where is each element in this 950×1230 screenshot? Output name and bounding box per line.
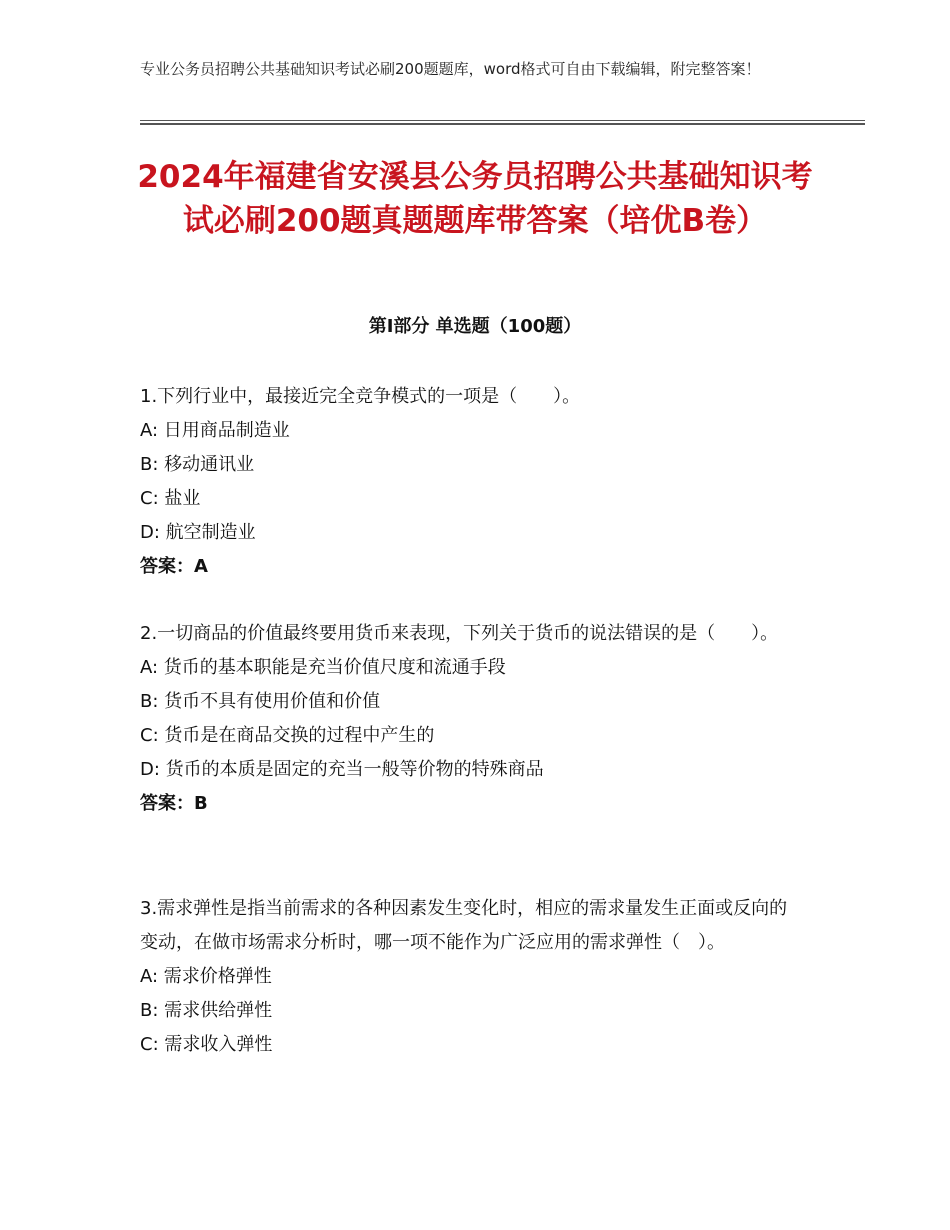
section-heading: 第I部分 单选题（100题）: [368, 316, 582, 337]
answer: 答案：B: [140, 793, 208, 814]
answer: 答案：A: [140, 556, 208, 577]
document-title: 2024年福建省安溪县公务员招聘公共基础知识考试必刷200题真题题库带答案（培优B卷）: [137, 159, 813, 239]
option-b: B: 移动通讯业: [140, 454, 255, 475]
question-3: [140, 892, 800, 1062]
header-note: 专业公务员招聘公共基础知识考试必刷200题题库，word格式可自由下载编辑，附完整答案！: [140, 60, 761, 78]
option-d: D: 货币的本质是固定的充当一般等价物的特殊商品: [140, 759, 544, 780]
option-a: A: 日用商品制造业: [140, 420, 290, 441]
option-c: C: 货币是在商品交换的过程中产生的: [140, 725, 435, 746]
question-1: [140, 380, 800, 584]
header-divider: [140, 120, 865, 121]
option-b: B: 需求供给弹性: [140, 1000, 273, 1021]
header-divider-thick: [140, 123, 865, 125]
question-stem: 1.下列行业中，最接近完全竞争模式的一项是（ ）。: [140, 386, 581, 407]
question-stem: 3.需求弹性是指当前需求的各种因素发生变化时，相应的需求量发生正面或反向的变动，在做市场需求分析时，哪一项不能作为广泛应用的需求弹性（ ）。: [140, 898, 788, 953]
option-c: C: 需求收入弹性: [140, 1034, 273, 1055]
question-stem: 2.一切商品的价值最终要用货币来表现，下列关于货币的说法错误的是（ ）。: [140, 623, 779, 644]
option-d: D: 航空制造业: [140, 522, 256, 543]
option-c: C: 盐业: [140, 488, 201, 509]
option-a: A: 货币的基本职能是充当价值尺度和流通手段: [140, 657, 506, 678]
question-2: [140, 617, 800, 821]
option-a: A: 需求价格弹性: [140, 966, 272, 987]
option-b: B: 货币不具有使用价值和价值: [140, 691, 381, 712]
